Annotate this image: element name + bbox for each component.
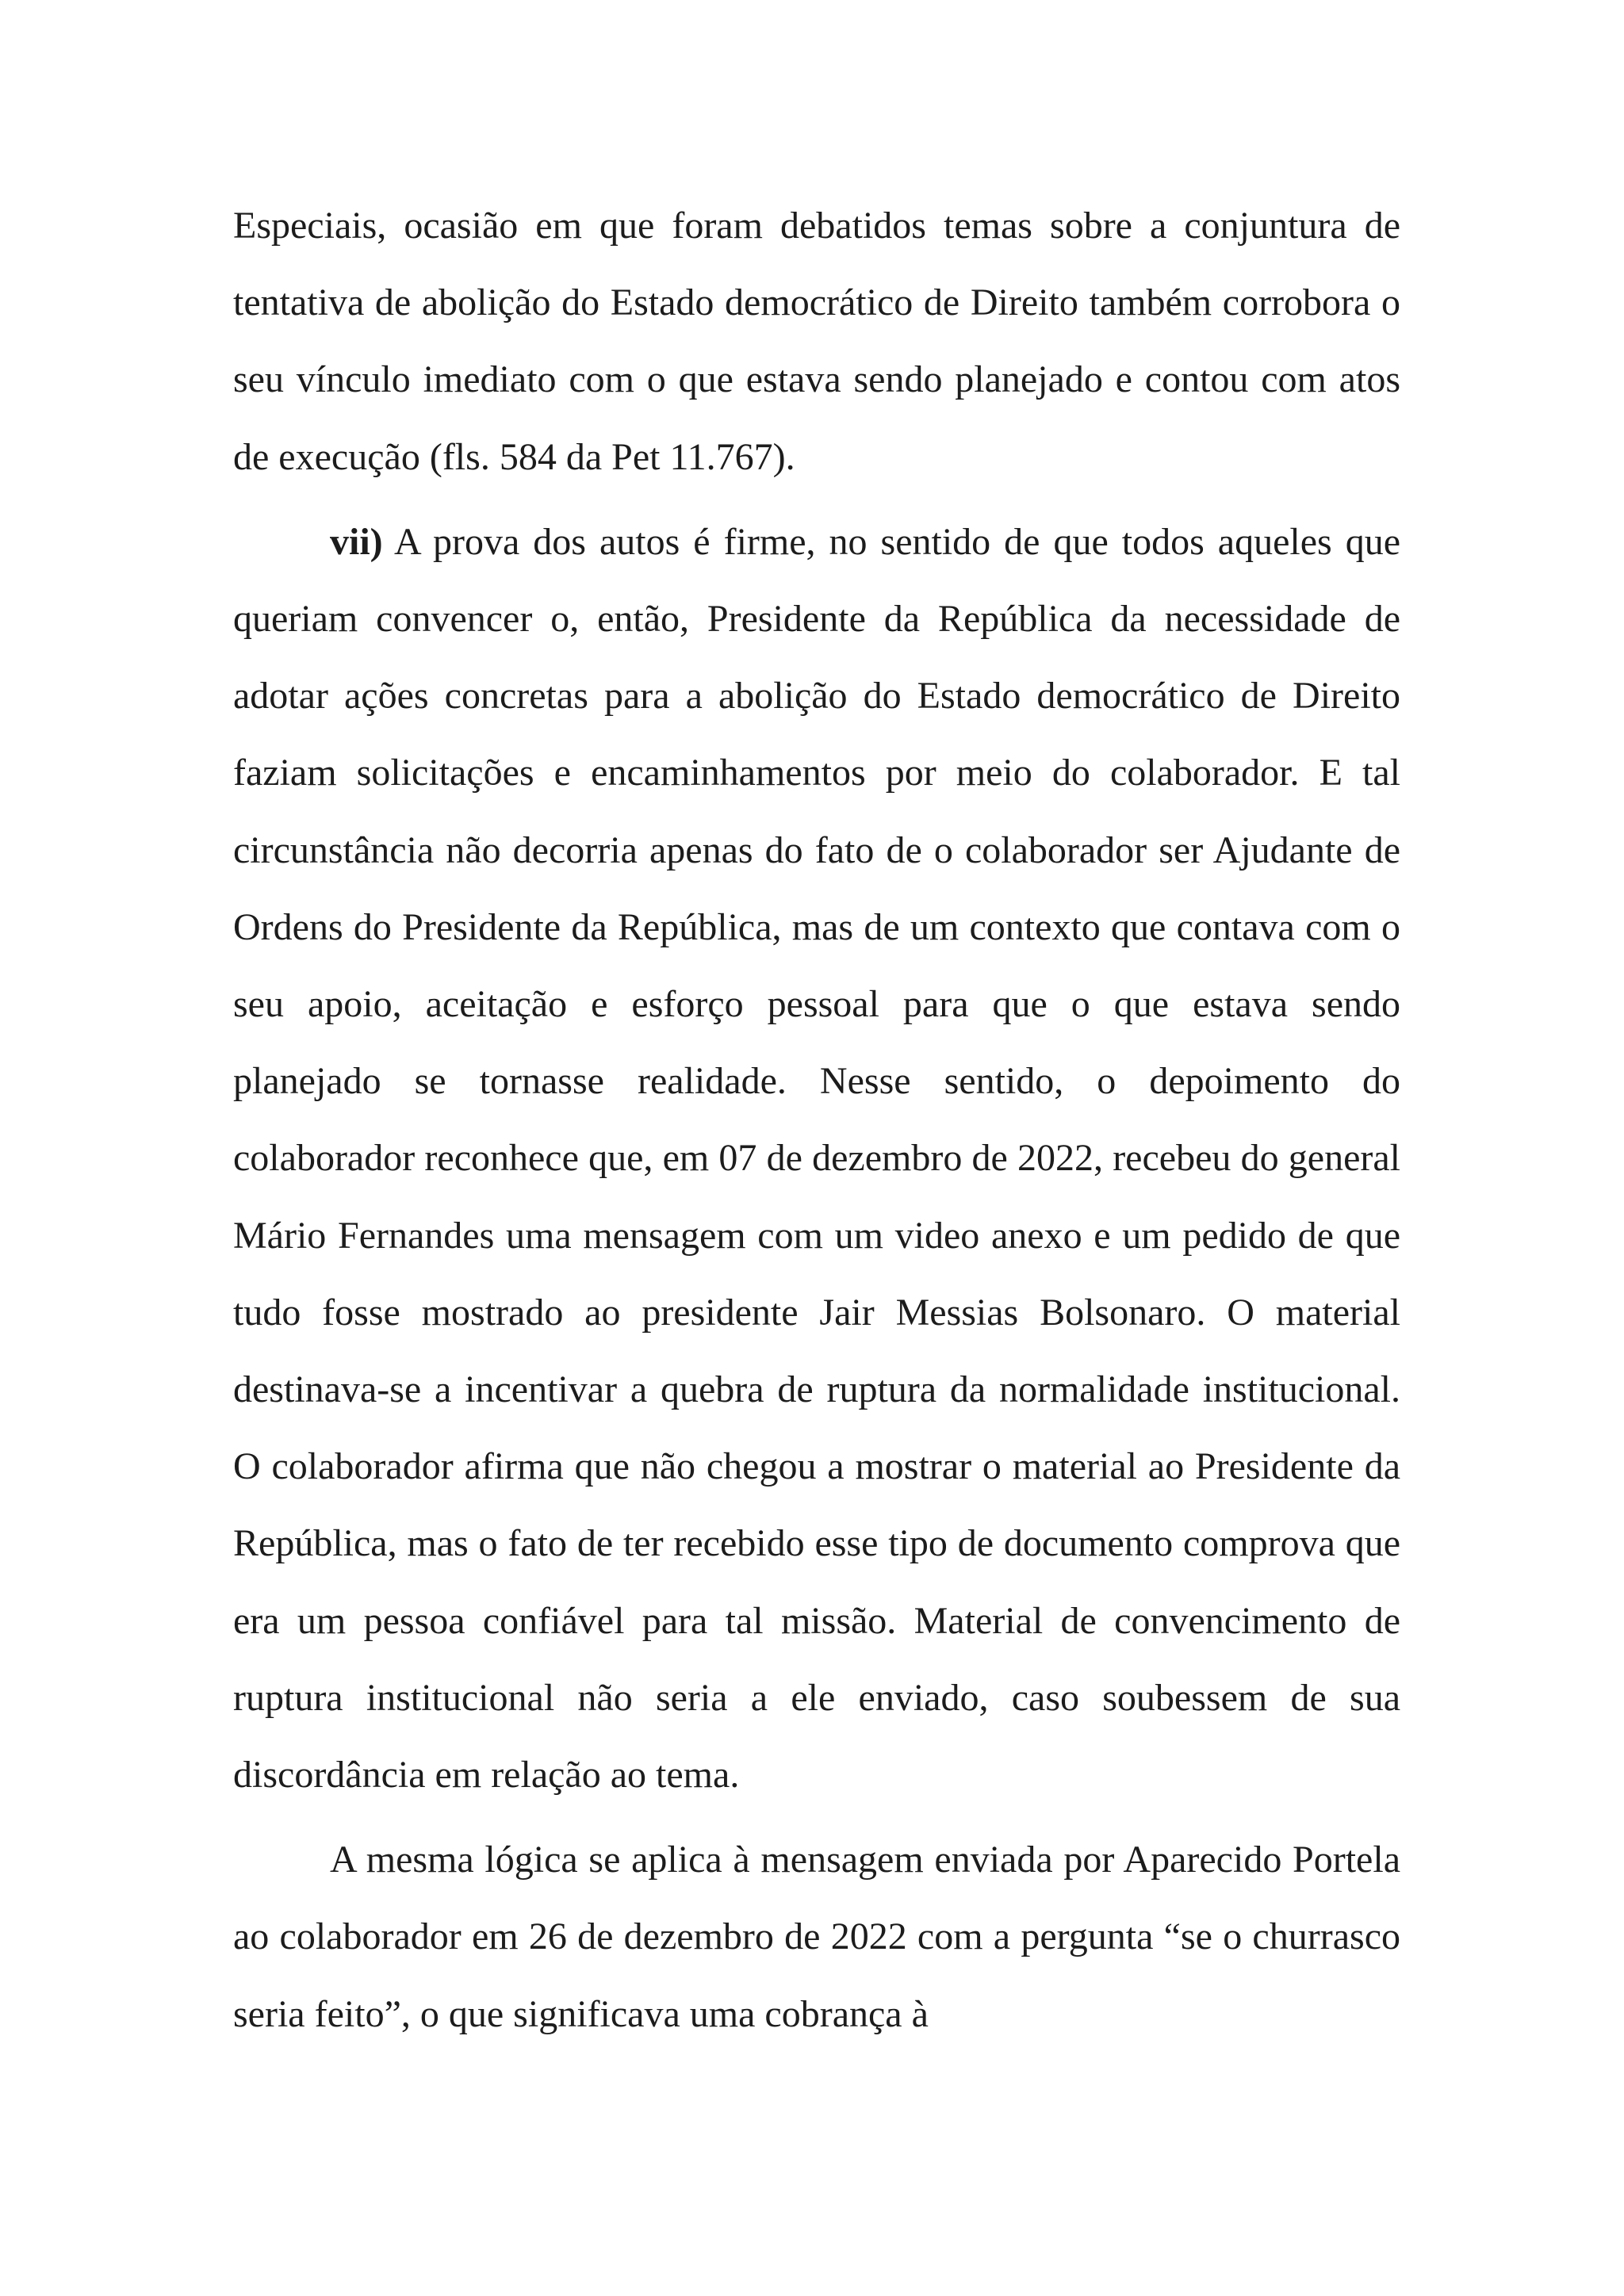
body-text (233, 187, 1400, 2053)
paragraph-2-text: A prova dos autos é firme, no sentido de que todos aqueles que queriam convencer o, então, Presidente da República da necessidade de adotar ações concretas para a abolição do Estado democrático de Direito faziam solicitações e encaminhamentos por meio do colaborador. E tal circunstância não decorria apenas do fato de o colaborador ser Ajudante de Ordens do Presidente da República, mas de um contexto que contava com o seu apoio, aceitação e esforço pessoal para que o que estava sendo planejado se tornasse realidade. Nesse sentido, o depoimento do colaborador reconhece que, em 07 de dezembro de 2022, recebeu do general Mário Fernandes uma mensagem com um video anexo e um pedido de que tudo fosse mostrado ao presidente Jair Messias Bolsonaro. O material destinava-se a incentivar a quebra de ruptura da normalidade institucional. O colaborador afirma que não chegou a mostrar o material ao Presidente da República, mas o fato de ter recebido esse tipo de documento comprova que era um pessoa confiável para tal missão. Material de convencimento de ruptura institucional não seria a ele enviado, caso soubessem de sua discordância em relação ao tema. (233, 520, 1400, 1797)
paragraph-3-text: A mesma lógica se aplica à mensagem enviada por Aparecido Portela ao colaborador em 26 de dezembro de 2022 com a pergunta “se o churrasco seria feito”, o que significava uma cobrança à (233, 1839, 1400, 2035)
paragraph-2 (233, 503, 1400, 1813)
paragraph-1-text: Especiais, ocasião em que foram debatidos temas sobre a conjuntura de tentativa de abolição do Estado democrático de Direito também corrobora o seu vínculo imediato com o que estava sendo planejado e contou com atos de execução (fls. 584 da Pet 11.767). (233, 205, 1400, 478)
paragraph-2-lead: vii) (330, 520, 383, 563)
paragraph-gap (233, 496, 1400, 503)
paragraph-3 (233, 1821, 1400, 2053)
paragraph-1 (233, 187, 1400, 496)
paragraph-gap (233, 1813, 1400, 1821)
